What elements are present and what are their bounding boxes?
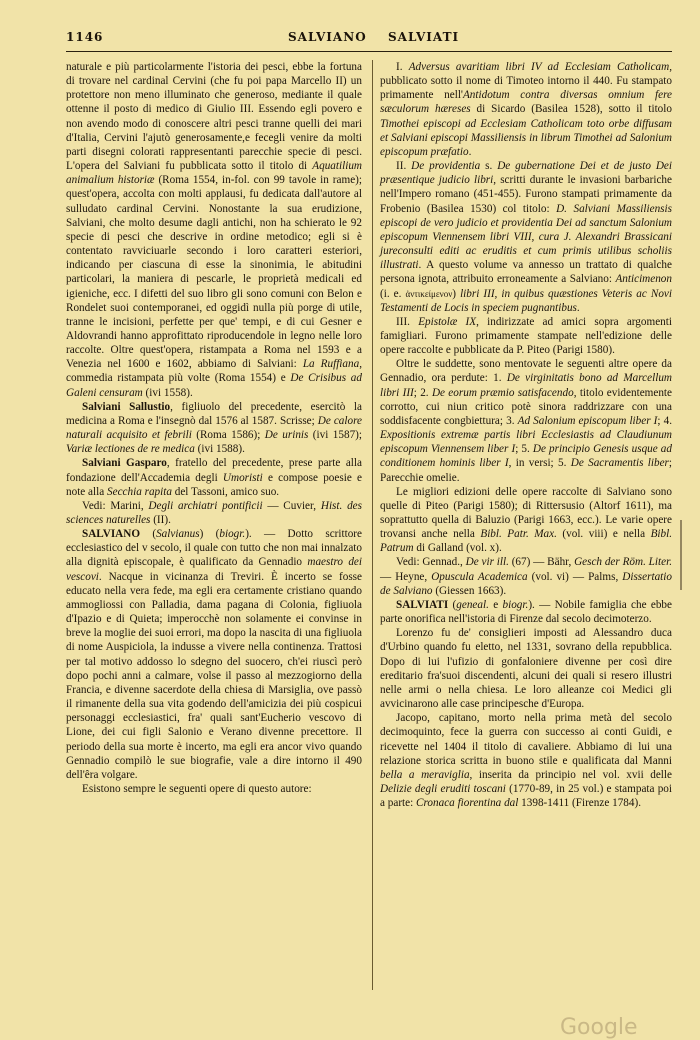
- entry-headword: SALVIATI: [396, 598, 449, 611]
- paragraph: Salviani Gasparo, fratello del precedente, prese parte alla fondazione dell'Accademia degli Umoristi e compose poesie e note alla Secchia rapita del Tassoni, amico suo.: [66, 457, 362, 498]
- running-header: [66, 30, 672, 50]
- binding-mark: [680, 520, 682, 590]
- column-separator: [372, 60, 373, 990]
- page-number: 1146: [66, 30, 104, 44]
- paragraph: naturale e più particolarmente l'istoria dei pesci, ebbe la fortuna di trovare nel cardinal Cervini (che fu poi papa Marcello II) un protettore non meno illuminato che generoso, mediante il quale ottenne il posto di medico di Giulio III. Essendo egli povero e non avendo modo di conoscere altri pesci tranne quelli dei mari d'Italia, Cervini l'ajutò generosamente,e fecegli venire da molti parti disegni colorati rappresentanti parecchie specie di pesci. L'opera del Salviani fu pubblicata sotto il titolo di Aquatilium animalium historiæ (Roma 1554, in-fol. con 99 tavole in rame); quest'opera, accolta con molti applausi, fu dedicata dall'autore al sulludato cardinal Cervini. Nonostante la sua erudizione, Salviani, che molto desume dagli antichi, non ha schierato le 92 specie di pesci che descrive in ordine metodico; egli si è contentato ravviciuarle secondo i loro caratteri esteriori, indicando per ciascuna di esse la sinonimia, le abitudini particolari, la maniera di pescarle, le proprietà medicali ed igieniche, ecc. I difetti del suo libro gli sono comuni con Belon e Rondelet suoi contemporanei, ed oggidì nulla più porge di utile, tranne le incisioni, perfette per que' tempi, e di cui Gesner e Aldovrandi hanno approfittato riproducendole in legno nelle loro raccolte. Oltre quest'opera, ristampata a Roma nel 1593 e a Venezia nel 1600 e 1602, abbiamo di Salviani: La Ruffiana, commedia ristampata più volte (Roma 1554) e De Crisibus ad Galeni censuram (ivi 1558).: [66, 61, 362, 399]
- left-column: [66, 60, 362, 796]
- watermark: Google: [560, 1015, 638, 1040]
- paragraph: SALVIATI (geneal. e biogr.). — Nobile famiglia che ebbe parte onorifica nell'istoria di Firenze dal secolo decimoterzo.: [380, 598, 672, 626]
- entry-headword: SALVIANO: [82, 528, 141, 541]
- paragraph: Oltre le suddette, sono mentovate le seguenti altre opere da Gennadio, ora perdute: 1. De virginitatis bono ad Marcellum libri III; 2. De eorum præmio satisfacendo, titolo evidentemente corrotto, cui niun critico potè sinora raddrizzare con una soddisfacente congbiettura; 3. Ad Salonium episcopum liber I; 4. Expositionis extremæ partis libri Ecclesiastis ad Claudiunum episcopum Viennensem liber I; 5. De principio Genesis usque ad conditionem hominis liber I, in versi; 5. De Sacramentis liber; Parecchie omelie.: [380, 358, 673, 484]
- paragraph: II. De providentia s. De gubernatione Dei et de justo Dei præsentique judicio libri, scritti durante le invasioni barbariche nell'Impero romano (451-455). Furono stampati primamente da Frobenio (Basilea 1530) col titolo: D. Salviani Massiliensis episcopi de vero judicio et providentia Dei ad sanctum Salonium episcopum Viennensem libri VIII, cura J. Alexandri Brassicani jureconsulti editi ac eruditis et cum primis utilibus scholiis illustrati. A questo volume va annesso un trattato di qualche persona ignota, attribuito erroneamente a Salviano: Anticimenon (i. e. ἀντικείμενον) libri III, in quibus quæstiones Veteris ac Novi Testamenti de Locis in speciem pugnantibus.: [380, 160, 672, 314]
- paragraph: Salviani Sallustio, figliuolo del precedente, esercitò la medicina a Roma e l'insegnò dal 1576 al 1587. Scrisse; De calore naturali acquisito et febrili (Roma 1586); De urinis (ivi 1587); Variæ lectiones de re medica (ivi 1588).: [66, 400, 362, 456]
- paragraph: Vedi: Marini, Degli archiatri pontificii — Cuvier, Hist. des sciences naturelles (II).: [66, 499, 362, 526]
- paragraph: Lorenzo fu de' consiglieri imposti ad Alessandro duca d'Urbino quando fu eletto, nel 1331, sovrano della repubblica. Dopo di lui l'ufizio di gonfaloniere divenne per così dire ereditario fra'suoi discendenti, alcuni dei quali si resero illustri nelle armi o nella chiesa. Le loro alleanze coi Medici gli avvicinarono alle case principesche d'Europa.: [380, 627, 672, 711]
- paragraph: Esistono sempre le seguenti opere di questo autore:: [82, 782, 312, 795]
- entry-headword: Salviani Gasparo: [82, 457, 167, 470]
- paragraph: Le migliori edizioni delle opere raccolte di Salviano sono quelle di Piteo (Parigi 1580); di Rittersusio (Altorf 1611), ma soprattutto quella di Baluzio (Parigi 1663, ecc.). Le varie opere trovansi anche nella Bibl. Patr. Max. (vol. viii) e nella Bibl. Patrum di Galland (vol. x).: [380, 485, 673, 555]
- entry-headword: Salviani Sallustio: [82, 400, 171, 413]
- paragraph: Vedi: Gennad., De vir ill. (67) — Bähr, Gesch der Röm. Liter. — Heyne, Opuscula Academica (vol. vi) — Palms, Dissertatio de Salviano (Giessen 1663).: [380, 556, 672, 597]
- paragraph: Jacopo, capitano, morto nella prima metà del secolo decimoquinto, fece la guerra con successo ai conti Guidi, e ricevette nel 1404 il titolo di cavaliere. Abbiamo di lui una relazione storica scritta in buono stile e qualificata dal Manni bella a meraviglia, inserita da principio nel vol. xvii delle Delizie degli eruditi toscani (1770-89, in 25 vol.) e stampata poi a parte: Cronaca fiorentina dal 1398-1411 (Firenze 1784).: [380, 712, 672, 810]
- header-left-word: SALVIANO: [288, 30, 367, 44]
- paragraph: III. Epistolæ IX, indirizzate ad amici sopra argomenti famigliari. Furono primamente stampate nell'edizione delle opere raccolte e pubblicate da P. Piteo (Parigi 1580).: [380, 315, 672, 357]
- paragraph: SALVIANO (Salvianus) (biogr.). — Dotto scrittore ecclesiastico del v secolo, il quale con tutto che non mai innalzato alla dignità episcopale, è qualificato da Gennadio maestro dei vescovi. Nacque in vicinanza di Treviri. È incerto se fosse educato nella vera fede, ma egli era certamente cristiano quando ammogliossi con Palladia, dama pagana di Colonia, figliuola d'Ipazio e di Quieta; imperocchè non solamente ei convinse in breve la moglie dei suoi errori, ma dopo la nascita di una figliuola di nome Auspiciola, la indusse a vivere nella continenza. Trattosi per tal motivo addosso lo sdegno del suocero, ch'ei riuscì però dopo pochi anni a calmare, volse il passo al mezzogiorno della Francia, e divenne sacerdote della chiesa di Marsiglia, ove passò il rimanente della sua vita godendo dell'amicizia dei più cospicui personaggi ecclesiastici, fra' quali sant'Eucherio vescovo di Lione, dei cui figli Salonio e Verano divenne precettore. Il periodo della sua morte è incerto, ma egli era ancor vivo quando Gennadio compilò le sue biografie, vale a dire intorno il 490 dell'êra volgare.: [66, 528, 362, 781]
- right-column: [380, 60, 672, 810]
- paragraph: I. Adversus avaritiam libri IV ad Ecclesiam Catholicam, pubblicato sotto il nome di Timoteo intorno il 440. Fu stampato primamente nell'Antidotum contra diversas omnium fere sæculorum hæreses di Sicardo (Basilea 1528), sotto il titolo Timothei episcopi ad Ecclesiam Catholicam toto orbe diffusam et Salviani episcopi Massiliensis in librum Timothei ad Salonium episcopum præfatio.: [380, 61, 673, 158]
- header-right-word: SALVIATI: [388, 30, 460, 44]
- header-rule: [66, 51, 672, 52]
